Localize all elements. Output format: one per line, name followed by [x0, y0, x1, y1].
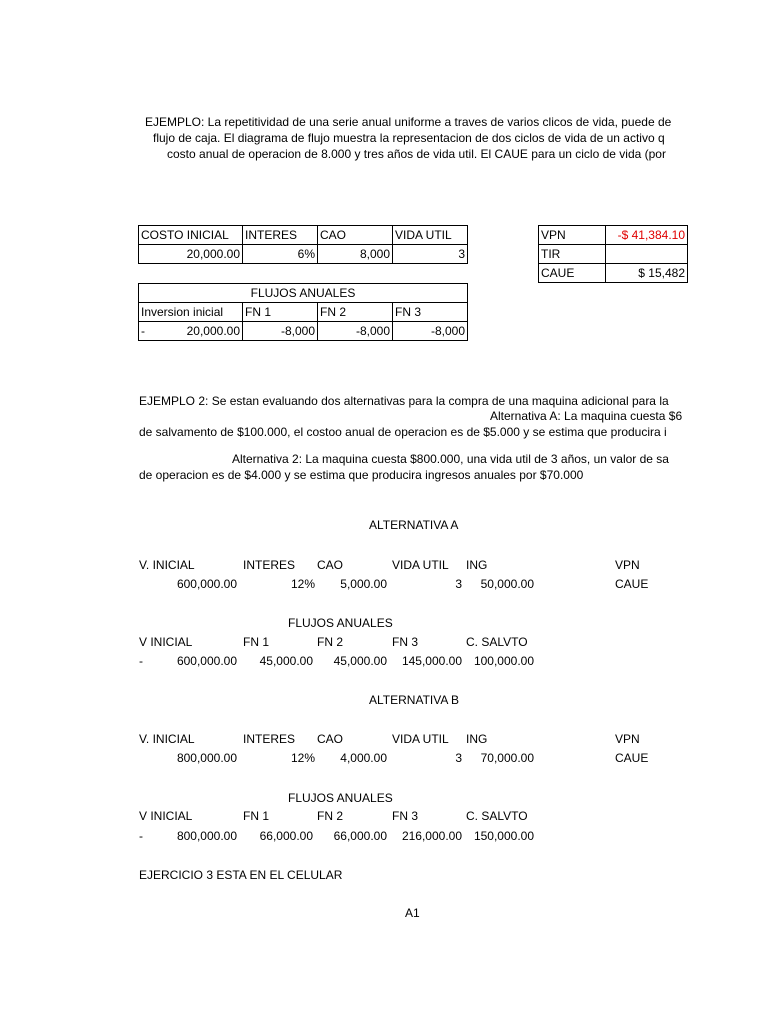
ejemplo2-line-2: Alternativa A: La maquina cuesta $6 — [490, 409, 683, 423]
alt-b-header-ing: ING — [466, 732, 488, 746]
alt-b-flujos-header-fn3: FN 3 — [392, 809, 419, 823]
page-footer-label: A1 — [405, 906, 420, 920]
alt-a-flujos-fn2: 45,000.00 — [333, 654, 387, 668]
alt-a-value-ing: 50,000.00 — [480, 577, 534, 591]
alt-a-header-vida-util: VIDA UTIL — [392, 558, 449, 572]
header-inversion-inicial: Inversion inicial — [139, 303, 243, 322]
alt-b-title: ALTERNATIVA B — [369, 693, 460, 707]
alt-b-header-interes: INTERES — [243, 732, 296, 746]
alt-b-flujos-salvamento: 150,000.00 — [473, 829, 534, 843]
alt-a-negative-dash: - — [139, 654, 143, 668]
value-interes: 6% — [243, 245, 318, 264]
intro-line-1: EJEMPLO: La repetitividad de una serie anual uniforme a traves de varios clicos de vida, puede de — [145, 115, 672, 129]
caue-value: $ 15,482 — [605, 264, 687, 283]
alt-a-header-ing: ING — [466, 558, 488, 572]
alt-b-flujos-title: FLUJOS ANUALES — [288, 791, 393, 805]
alt-b-header-vida-util: VIDA UTIL — [392, 732, 449, 746]
value-fn2: -8,000 — [318, 322, 393, 341]
value-vida-util: 3 — [393, 245, 468, 264]
alt-a-flujos-fn3: 145,000.00 — [401, 654, 462, 668]
alt-a-header-cao: CAO — [317, 558, 344, 572]
alt-b-header-inicial: V. INICIAL — [139, 732, 195, 746]
alt-b-value-inicial: 800,000.00 — [176, 751, 237, 765]
alt-a-header-interes: INTERES — [243, 558, 296, 572]
alt-b-value-vida-util: 3 — [455, 751, 462, 765]
alt-a-flujos-header-fn3: FN 3 — [392, 635, 419, 649]
inputs-table — [138, 225, 468, 264]
header-fn3: FN 3 — [393, 303, 468, 322]
inversion-amount: 20,000.00 — [186, 324, 240, 338]
header-fn2: FN 2 — [318, 303, 393, 322]
alt-a-vpn-label: VPN — [615, 558, 640, 572]
alt-b-negative-dash: - — [139, 829, 143, 843]
alt-b-value-ing: 70,000.00 — [480, 751, 534, 765]
results-table — [538, 225, 688, 283]
alt-b-value-interes: 12% — [290, 751, 315, 765]
alt-b-header-cao: CAO — [317, 732, 344, 746]
caue-label: CAUE — [539, 264, 606, 283]
alt-b-flujos-header-salvamento: C. SALVTO — [466, 809, 528, 823]
alt-a-flujos-inicial: 600,000.00 — [176, 654, 237, 668]
alt-b-flujos-header-fn2: FN 2 — [317, 809, 344, 823]
alt-a-flujos-salvamento: 100,000.00 — [473, 654, 534, 668]
alt-b-caue-label: CAUE — [615, 751, 649, 765]
alt-a-flujos-title: FLUJOS ANUALES — [288, 616, 393, 630]
alt-a-header-inicial: V. INICIAL — [139, 558, 195, 572]
alt-b-flujos-inicial: 800,000.00 — [176, 829, 237, 843]
value-costo-inicial: 20,000.00 — [139, 245, 243, 264]
header-vida-util: VIDA UTIL — [393, 226, 468, 245]
ejemplo2-line-1: EJEMPLO 2: Se estan evaluando dos alternativas para la compra de una maquina adicional para la — [139, 394, 669, 408]
ejemplo2-line-3: de salvamento de $100.000, el costoo anual de operacion es de $5.000 y se estima que producira i — [139, 425, 667, 439]
alt-a-flujos-header-inicial: V INICIAL — [139, 635, 193, 649]
header-cao: CAO — [318, 226, 393, 245]
alt-b-flujos-fn2: 66,000.00 — [333, 829, 387, 843]
tir-value — [605, 245, 687, 264]
alt-a-title: ALTERNATIVA A — [369, 518, 459, 532]
alt-a-caue-label: CAUE — [615, 577, 649, 591]
vpn-label: VPN — [539, 226, 606, 245]
value-inversion-inicial — [139, 322, 243, 341]
alt-a-flujos-header-salvamento: C. SALVTO — [466, 635, 528, 649]
alt-a-value-vida-util: 3 — [455, 577, 462, 591]
value-fn3: -8,000 — [393, 322, 468, 341]
header-interes: INTERES — [243, 226, 318, 245]
alt-b-flujos-header-fn1: FN 1 — [243, 809, 270, 823]
alt-a-flujos-fn1: 45,000.00 — [259, 654, 313, 668]
header-costo-inicial: COSTO INICIAL — [139, 226, 243, 245]
alt-b-vpn-label: VPN — [615, 732, 640, 746]
intro-line-3: costo anual de operacion de 8.000 y tres años de vida util. El CAUE para un ciclo de vida (por — [167, 147, 666, 161]
vpn-value: -$ 41,384.10 — [605, 226, 687, 245]
alt-b-value-cao: 4,000.00 — [340, 751, 387, 765]
negative-dash: - — [141, 324, 145, 338]
ejercicio3-note: EJERCICIO 3 ESTA EN EL CELULAR — [139, 868, 343, 882]
alt-a-value-inicial: 600,000.00 — [176, 577, 237, 591]
alt-a-flujos-header-fn1: FN 1 — [243, 635, 270, 649]
value-cao: 8,000 — [318, 245, 393, 264]
alt-b-flujos-header-inicial: V INICIAL — [139, 809, 193, 823]
alt-b-flujos-fn1: 66,000.00 — [259, 829, 313, 843]
intro-line-2: flujo de caja. El diagrama de flujo muestra la representacion de dos ciclos de vida de un activo q — [153, 131, 665, 145]
alt-b-flujos-fn3: 216,000.00 — [401, 829, 462, 843]
flujos-table — [138, 283, 468, 341]
ejemplo2-line-5: de operacion es de $4.000 y se estima que producira ingresos anuales por $70.000 — [139, 468, 584, 482]
ejemplo2-line-4: Alternativa 2: La maquina cuesta $800.000, una vida util de 3 años, un valor de sa — [232, 452, 669, 466]
alt-a-value-cao: 5,000.00 — [340, 577, 387, 591]
tir-label: TIR — [539, 245, 606, 264]
flujos-title: FLUJOS ANUALES — [139, 284, 468, 303]
header-fn1: FN 1 — [243, 303, 318, 322]
alt-a-flujos-header-fn2: FN 2 — [317, 635, 344, 649]
alt-a-value-interes: 12% — [290, 577, 315, 591]
value-fn1: -8,000 — [243, 322, 318, 341]
